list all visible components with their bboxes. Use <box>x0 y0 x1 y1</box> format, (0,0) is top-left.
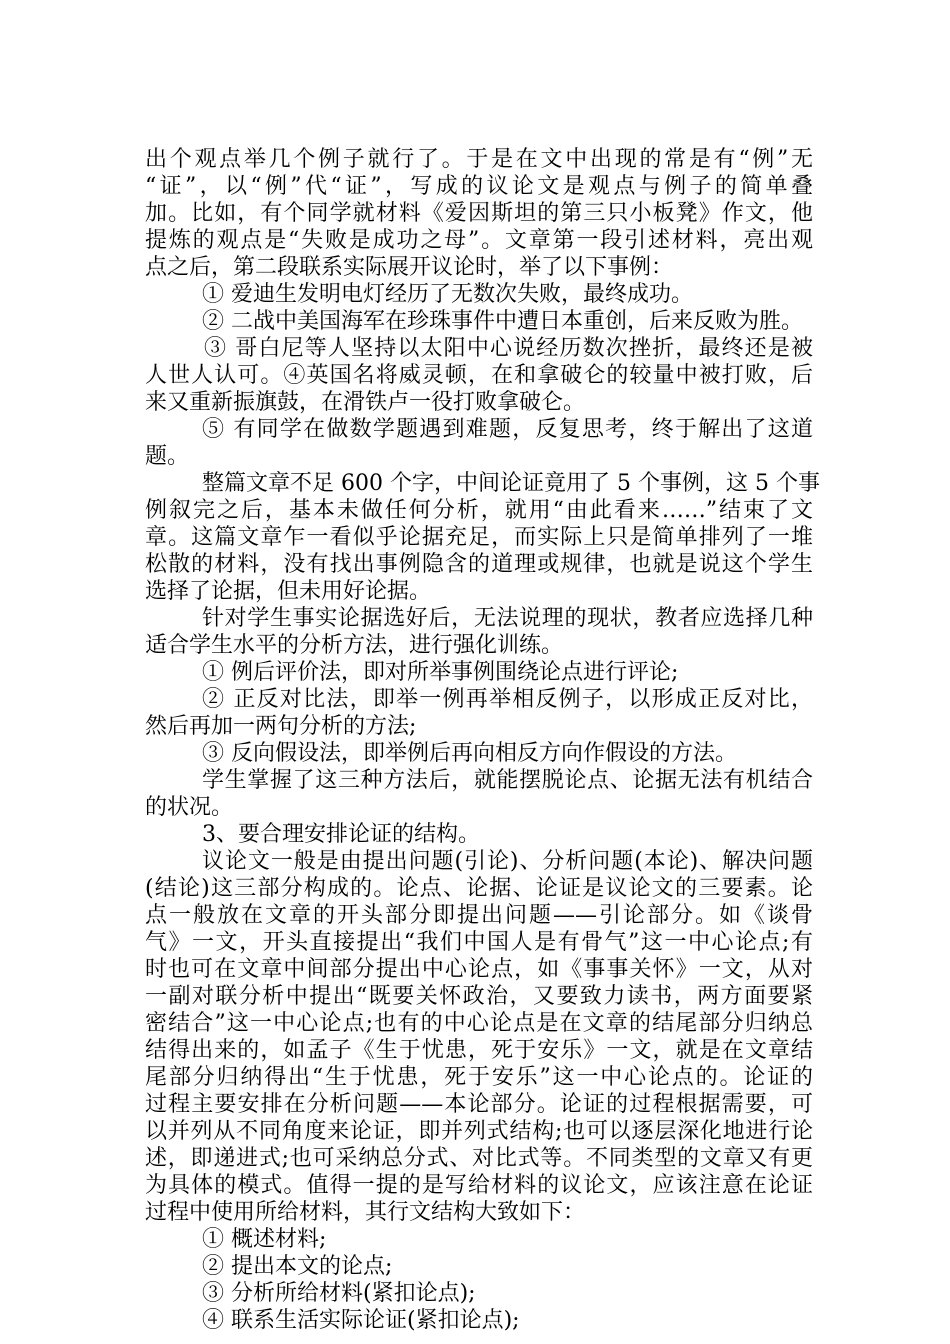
list-item: ② 提出本文的论点; <box>202 1254 393 1279</box>
text-line: 然后再加一两句分析的方法; <box>145 714 417 739</box>
text-line: 为具体的模式。值得一提的是写给材料的议论文，应该注意在论证 <box>145 1173 813 1198</box>
list-item: ① 概述材料; <box>202 1227 327 1252</box>
paragraph-start: 针对学生事实论据选好后，无法说理的现状，教者应选择几种 <box>202 606 813 631</box>
text-line: 点之后，第二段联系实际展开议论时，举了以下事例： <box>145 255 674 280</box>
text-line: 一副对联分析中提出“既要关怀政治，又要致力读书，两方面要紧 <box>145 984 813 1009</box>
list-item: ③ 哥白尼等人坚持以太阳中心说经历数次挫折，最终还是被 <box>204 336 813 361</box>
list-item: ② 二战中美国海军在珍珠事件中遭日本重创，后来反败为胜。 <box>202 309 803 334</box>
text-line: 气》一文，开头直接提出“我们中国人是有骨气”这一中心论点;有 <box>145 930 813 955</box>
text-line: 章。这篇文章乍一看似乎论据充足，而实际上只是简单排列了一堆 <box>145 525 813 550</box>
text-line: “证”，以“例”代“证”，写成的议论文是观点与例子的简单叠 <box>145 174 813 199</box>
text-line: 述，即递进式;也可采纳总分式、对比式等。不同类型的文章又有更 <box>145 1146 813 1171</box>
text-line: 例叙完之后，基本未做任何分析，就用“由此看来……”结束了文 <box>145 498 813 523</box>
text-line: 尾部分归纳得出“生于忧患，死于安乐”这一中心论点的。论证的 <box>145 1065 813 1090</box>
section-heading: 3、要合理安排论证的结构。 <box>202 822 480 847</box>
list-item: ③ 分析所给材料(紧扣论点); <box>202 1281 476 1306</box>
list-item: ④ 联系生活实际论证(紧扣论点); <box>202 1308 520 1333</box>
text-line: 过程主要安排在分析问题——本论部分。论证的过程根据需要，可 <box>145 1092 813 1117</box>
list-item: ⑤ 有同学在做数学题遇到难题，反复思考，终于解出了这道 <box>202 417 813 442</box>
list-item: ① 爱迪生发明电灯经历了无数次失败，最终成功。 <box>202 282 693 307</box>
text-line: 加。比如，有个同学就材料《爱因斯坦的第三只小板凳》作文，他 <box>145 201 813 226</box>
text-line: 结得出来的，如孟子《生于忧患，死于安乐》一文，就是在文章结 <box>145 1038 813 1063</box>
text-line: 以并列从不同角度来论证，即并列式结构;也可以逐层深化地进行论 <box>145 1119 813 1144</box>
text-line: 过程中使用所给材料，其行文结构大致如下： <box>145 1200 586 1225</box>
text-line: 松散的材料，没有找出事例隐含的道理或规律，也就是说这个学生 <box>145 552 813 577</box>
text-line: 提炼的观点是“失败是成功之母”。文章第一段引述材料，亮出观 <box>145 228 813 253</box>
text-line: (结论)这三部分构成的。论点、论据、论证是议论文的三要素。论 <box>145 876 813 901</box>
paragraph-start: 学生掌握了这三种方法后，就能摆脱论点、论据无法有机结合 <box>202 768 813 793</box>
text-line: 点一般放在文章的开头部分即提出问题——引论部分。如《谈骨 <box>145 903 813 928</box>
text-line: 选择了论据，但未用好论据。 <box>145 579 432 604</box>
text-line: 的状况。 <box>145 795 234 820</box>
paragraph-start: 整篇文章不足 600 个字，中间论证竟用了 5 个事例，这 5 个事 <box>202 471 820 496</box>
list-item: ③ 反向假设法，即举例后再向相反方向作假设的方法。 <box>202 741 737 766</box>
list-item: ① 例后评价法，即对所举事例围绕论点进行评论; <box>202 660 679 685</box>
text-line: 密结合”这一中心论点;也有的中心论点是在文章的结尾部分归纳总 <box>145 1011 813 1036</box>
text-line: 题。 <box>145 444 190 469</box>
text-line: 时也可在文章中间部分提出中心论点，如《事事关怀》一文，从对 <box>145 957 813 982</box>
list-item: ② 正反对比法，即举一例再举相反例子，以形成正反对比， <box>202 687 813 712</box>
text-line: 出个观点举几个例子就行了。于是在文中出现的常是有“例”无 <box>145 147 813 172</box>
text-line: 来又重新振旗鼓，在滑铁卢一役打败拿破仑。 <box>145 390 586 415</box>
text-line: 适合学生水平的分析方法，进行强化训练。 <box>145 633 564 658</box>
paragraph-start: 议论文一般是由提出问题(引论)、分析问题(本论)、解决问题 <box>202 849 813 874</box>
text-line: 人世人认可。④英国名将威灵顿，在和拿破仑的较量中被打败，后 <box>145 363 813 388</box>
